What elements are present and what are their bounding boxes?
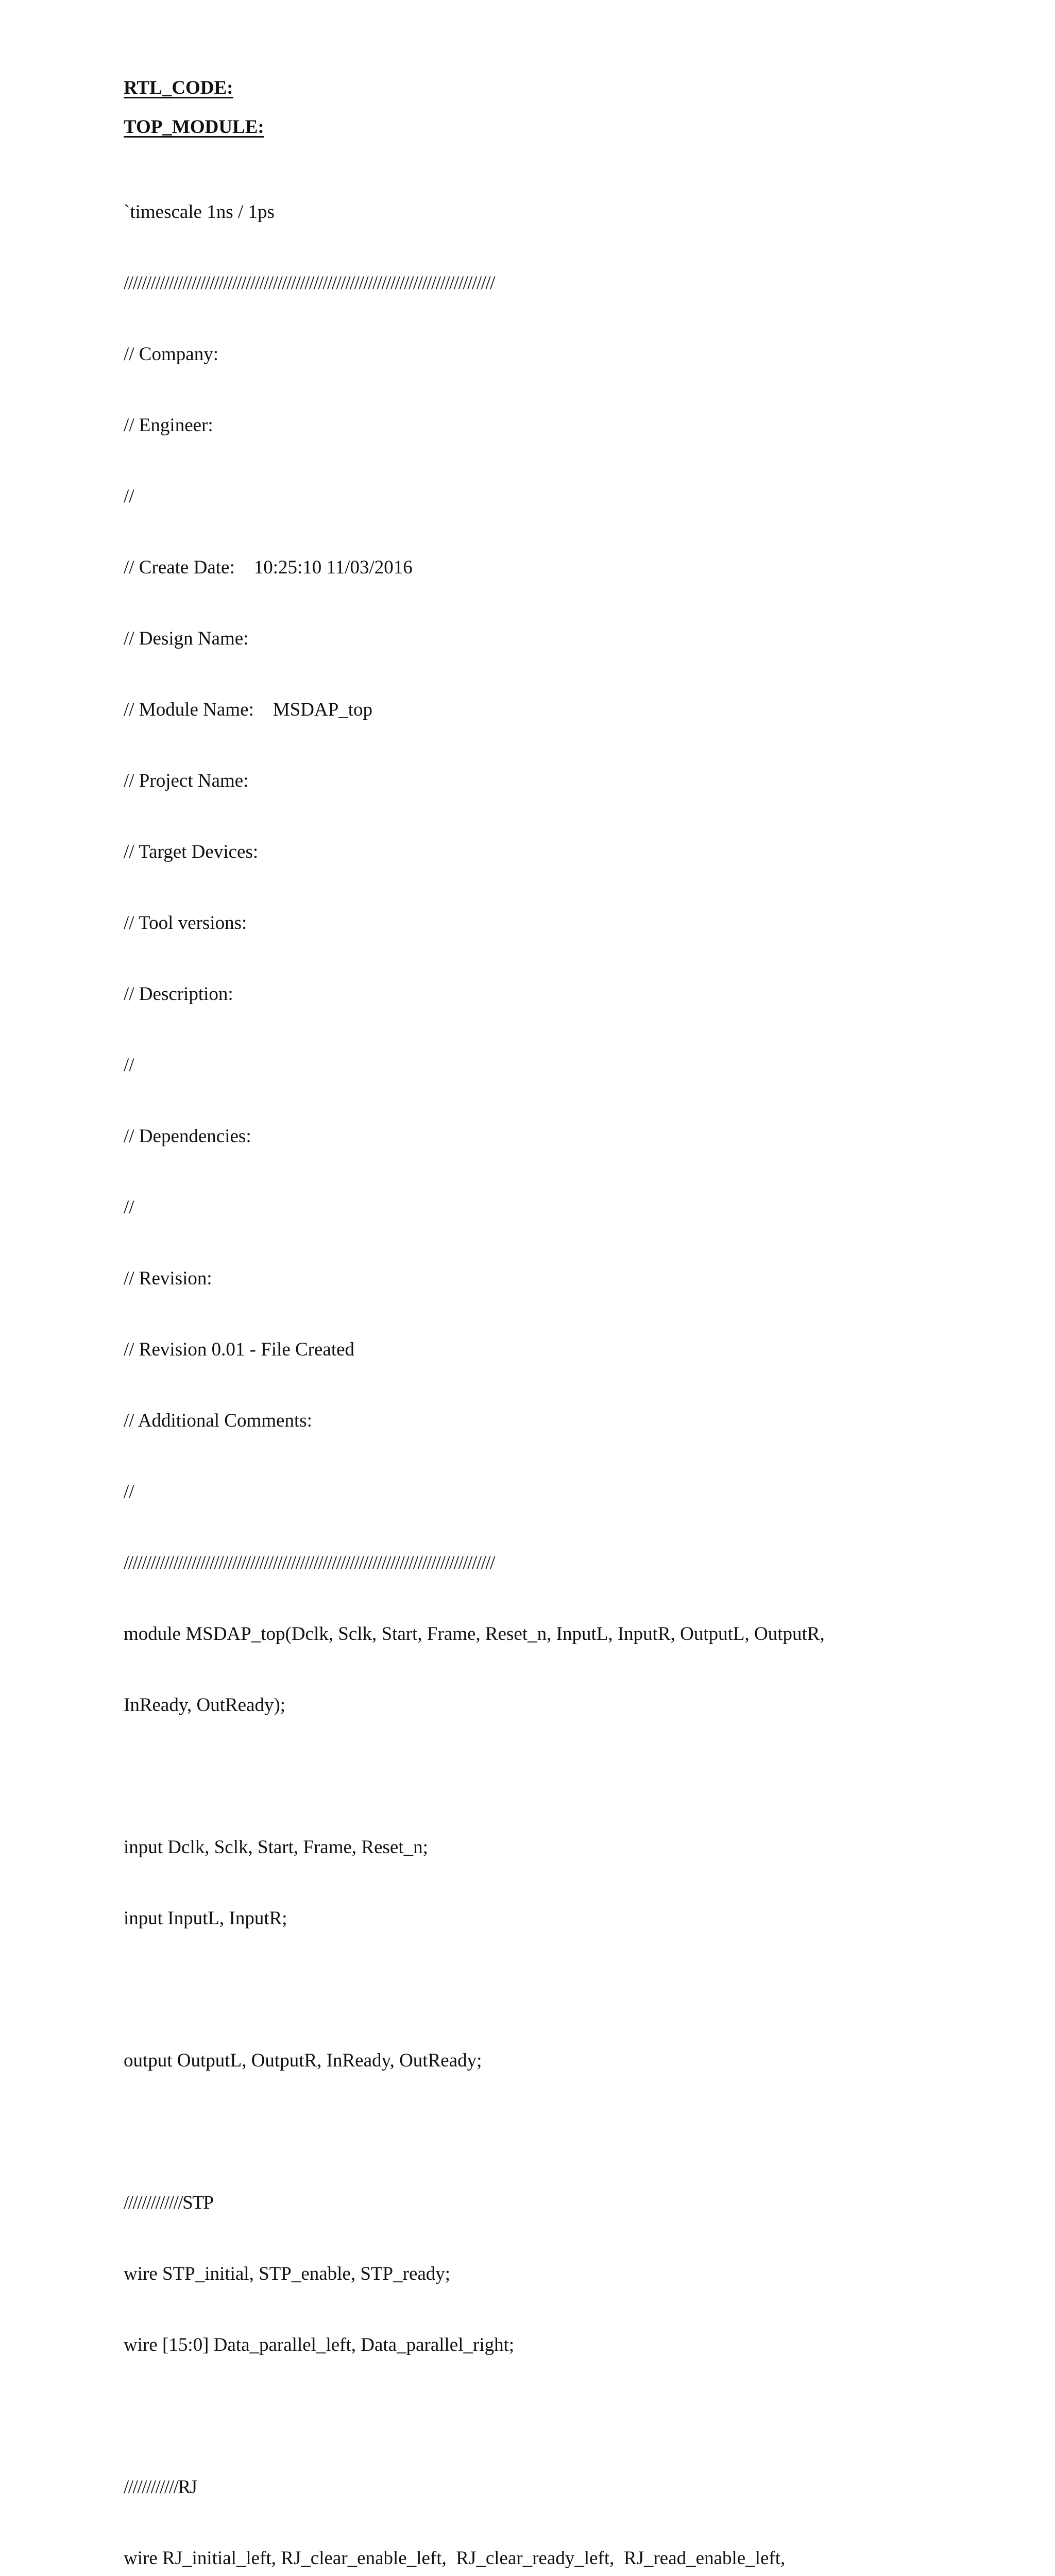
code-line: `timescale 1ns / 1ps (124, 201, 275, 223)
verilog-code-block (124, 153, 1041, 2576)
code-line: // Module Name: MSDAP_top (124, 699, 373, 720)
code-line: wire [15:0] Data_parallel_left, Data_parallel_right; (124, 2334, 515, 2355)
code-line: // Target Devices: (124, 841, 259, 862)
code-line: wire STP_initial, STP_enable, STP_ready; (124, 2263, 451, 2284)
code-line-blank (124, 1978, 1041, 2002)
top-module-heading: TOP_MODULE: (124, 116, 264, 138)
code-line: // Engineer: (124, 415, 213, 436)
rtl-code-heading: RTL_CODE: (124, 77, 233, 98)
code-line: // Tool versions: (124, 912, 247, 934)
code-line: // (124, 1197, 134, 1218)
code-line: // (124, 1481, 134, 1502)
code-line: module MSDAP_top(Dclk, Sclk, Start, Frame, Reset_n, InputL, InputR, OutputL, OutputR, (124, 1623, 825, 1645)
code-line: // Company: (124, 344, 218, 365)
code-line: ////////////////////////////////////////////////////////////////////////////////// (124, 273, 495, 294)
code-line: // Create Date: 10:25:10 11/03/2016 (124, 557, 413, 578)
code-line: /////////////STP (124, 2192, 213, 2213)
code-line: // (124, 486, 134, 507)
code-line: wire RJ_initial_left, RJ_clear_enable_left, RJ_clear_ready_left, RJ_read_enable_left, (124, 2548, 786, 2569)
code-line: // Design Name: (124, 628, 249, 649)
code-line: // Project Name: (124, 770, 249, 791)
code-line: input Dclk, Sclk, Start, Frame, Reset_n; (124, 1837, 428, 1858)
code-line: output OutputL, OutputR, InReady, OutReady; (124, 2050, 482, 2071)
document-page (124, 76, 1041, 2576)
code-line: ////////////////////////////////////////////////////////////////////////////////// (124, 1552, 495, 1573)
code-line: // Additional Comments: (124, 1410, 312, 1431)
code-line: // Dependencies: (124, 1126, 251, 1147)
code-line: // Revision: (124, 1268, 212, 1289)
code-line: ////////////RJ (124, 2477, 197, 2498)
code-line-blank (124, 2404, 1041, 2428)
code-line: input InputL, InputR; (124, 1908, 287, 1929)
code-line-blank (124, 1765, 1041, 1788)
code-line-blank (124, 2120, 1041, 2144)
code-line: InReady, OutReady); (124, 1694, 286, 1716)
code-line: // Description: (124, 984, 233, 1005)
code-line: // (124, 1055, 134, 1076)
code-line: // Revision 0.01 - File Created (124, 1339, 355, 1360)
